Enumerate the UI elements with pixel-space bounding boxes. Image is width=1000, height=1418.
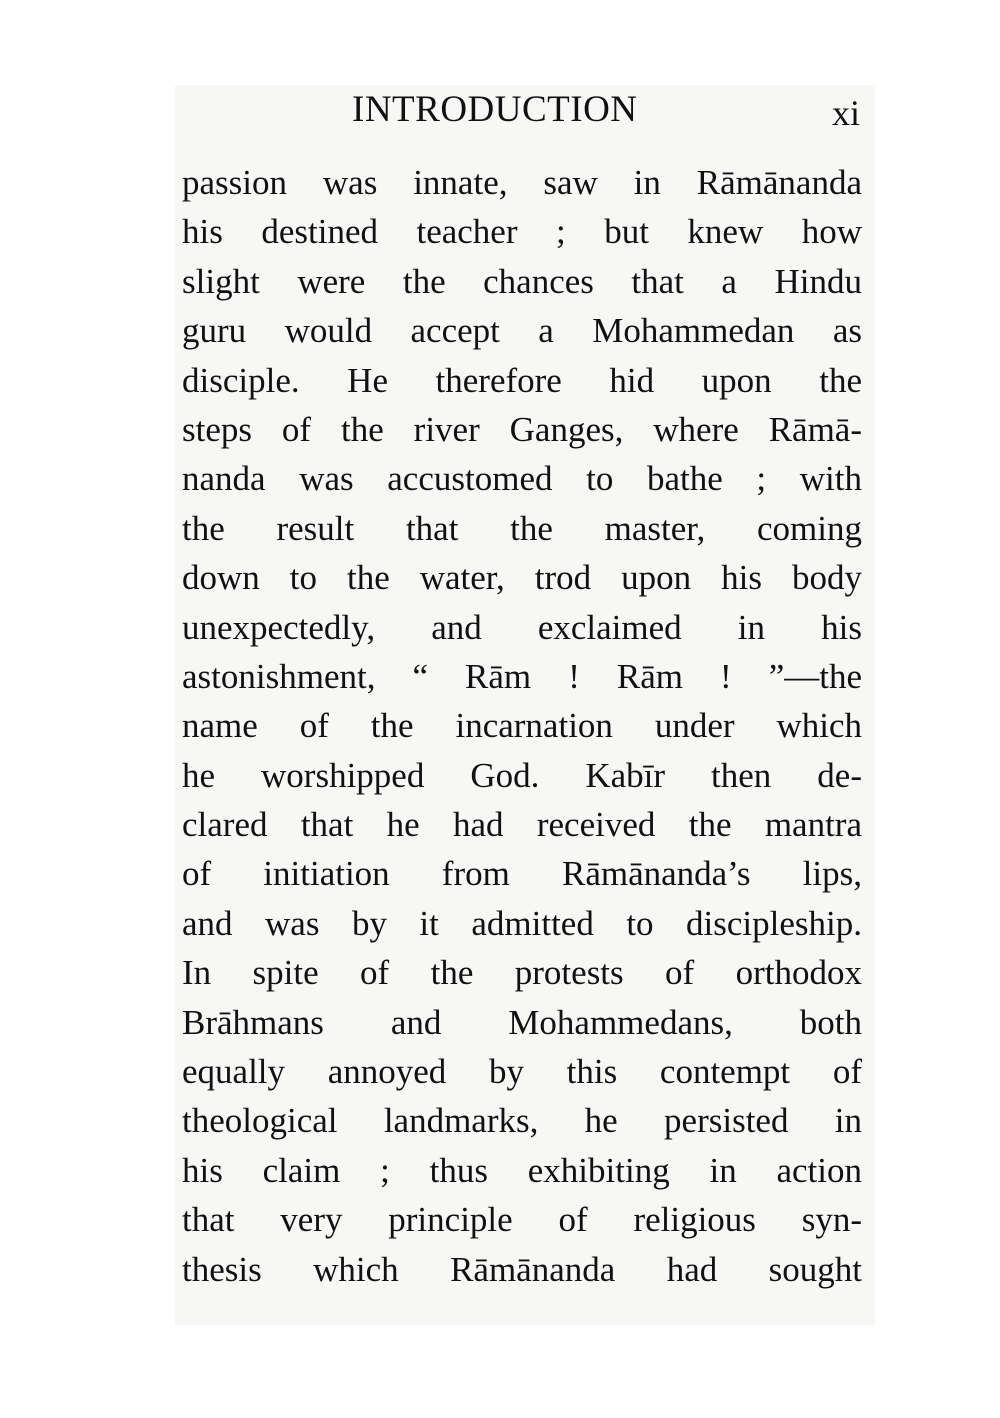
text-line: steps of the river Ganges, where Rāmā- [182,409,862,449]
running-header-title: INTRODUCTION [352,89,638,130]
text-line: unexpectedly, and exclaimed in his [182,607,862,647]
text-line: the result that the master, coming [182,508,862,548]
page-number: xi [831,93,860,133]
text-line: down to the water, trod upon his body [182,558,862,598]
text-line: In spite of the protests of orthodox [182,953,862,993]
text-line: thesis which Rāmānanda had sought [182,1249,862,1289]
text-line: astonishment, “ Rām ! Rām ! ”—the [182,656,862,696]
text-line: his destined teacher ; but knew how [182,212,862,252]
body-paragraph [182,158,862,1294]
text-line: nanda was accustomed to bathe ; with [182,459,862,499]
text-line: his claim ; thus exhibiting in action [182,1150,862,1190]
text-line: he worshipped God. Kabīr then de- [182,755,862,795]
text-line: clared that he had received the mantra [182,805,862,845]
text-line: slight were the chances that a Hindu [182,261,862,301]
text-line: disciple. He therefore hid upon the [182,360,862,400]
text-line: Brāhmans and Mohammedans, both [182,1002,862,1042]
text-line: guru would accept a Mohammedan as [182,311,862,351]
text-line: and was by it admitted to discipleship. [182,903,862,943]
text-line: equally annoyed by this contempt of [182,1052,862,1092]
running-header [180,88,860,138]
text-line: passion was innate, saw in Rāmānanda [182,163,862,202]
text-line: theological landmarks, he persisted in [182,1101,862,1141]
text-line: name of the incarnation under which [182,706,862,746]
text-line: of initiation from Rāmānanda’s lips, [182,854,862,894]
text-line: that very principle of religious syn- [182,1200,862,1240]
